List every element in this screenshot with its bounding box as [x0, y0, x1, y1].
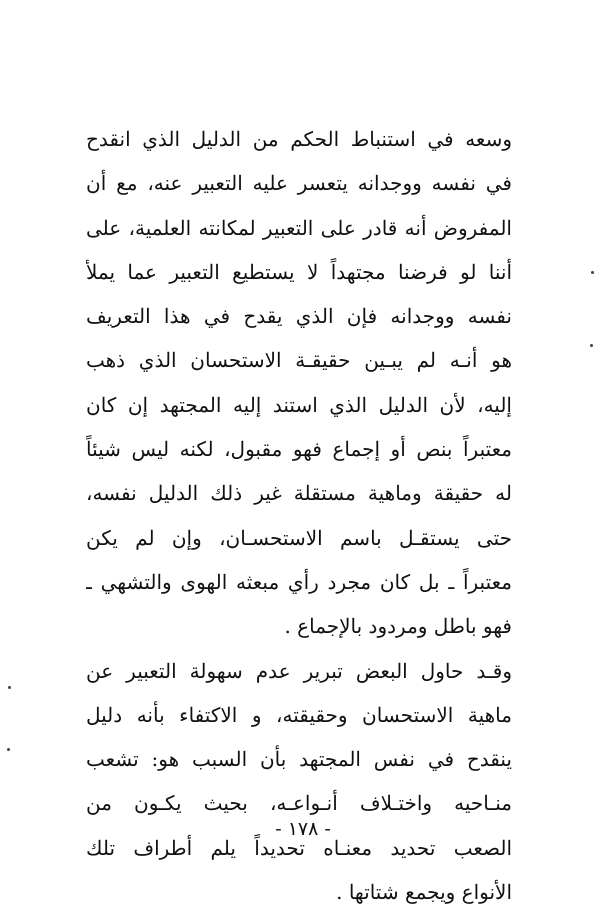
- text-line-4: أننا لو فرضنا مجتهداً لا يستطيع التعبير عما يملأ: [86, 259, 512, 284]
- text-line-5: نفسه ووجدانه فإن الذي يقدح في هذا التعريف: [86, 304, 512, 329]
- text-line-14: ماهية الاستحسان وحقيقته، و الاكتفاء بأنه دليل: [86, 702, 512, 727]
- text-line-3: المفروض أنه قادر على التعبير لمكانته العلمية، على: [86, 215, 512, 240]
- text-line-9: له حقيقة وماهية مستقلة غير ذلك الدليل نفسه،: [86, 481, 512, 506]
- text-line-16: منـاحيه واختـلاف أنـواعـه، بحيث يكـون من: [86, 791, 512, 816]
- text-line-18: الأنواع ويجمع شتاتها .: [336, 880, 512, 905]
- text-line-17: الصعب تحديد معنـاه تحديداً يلم أطراف تلك: [86, 835, 512, 860]
- text-line-1: وسعه في استنباط الحكم من الدليل الذي انقدح: [86, 127, 512, 151]
- page-number: - ١٧٨ -: [275, 818, 331, 840]
- scan-speck: [7, 748, 10, 751]
- scan-speck: [591, 271, 594, 274]
- text-line-11: معتبراً ـ بل كان مجرد رأي مبعثه الهوى والتشهي ـ: [86, 569, 512, 594]
- text-line-7: إليه، لأن الدليل الذي استند إليه المجتهد إن كان: [86, 392, 512, 417]
- text-line-15: ينقدح في نفس المجتهد بأن السبب هو: تشعب: [86, 747, 512, 772]
- text-line-12: فهو باطل ومردود بالإجماع .: [284, 614, 512, 639]
- body-text: [86, 117, 512, 914]
- scan-speck: [8, 686, 11, 689]
- text-line-13: وقـد حاول البعض تبرير عدم سهولة التعبير عن: [86, 658, 512, 683]
- scan-speck: [590, 344, 593, 347]
- text-line-10: حتى يستقـل باسم الاستحسـان، وإن لم يكن: [86, 525, 512, 550]
- text-line-6: هو أنـه لم يبـين حقيقـة الاستحسان الذي ذهب: [86, 348, 512, 373]
- text-line-8: معتبراً بنص أو إجماع فهو مقبول، لكنه ليس شيئاً: [86, 437, 512, 462]
- text-line-2: في نفسه ووجدانه يتعسر عليه التعبير عنه، مع أن: [86, 171, 512, 196]
